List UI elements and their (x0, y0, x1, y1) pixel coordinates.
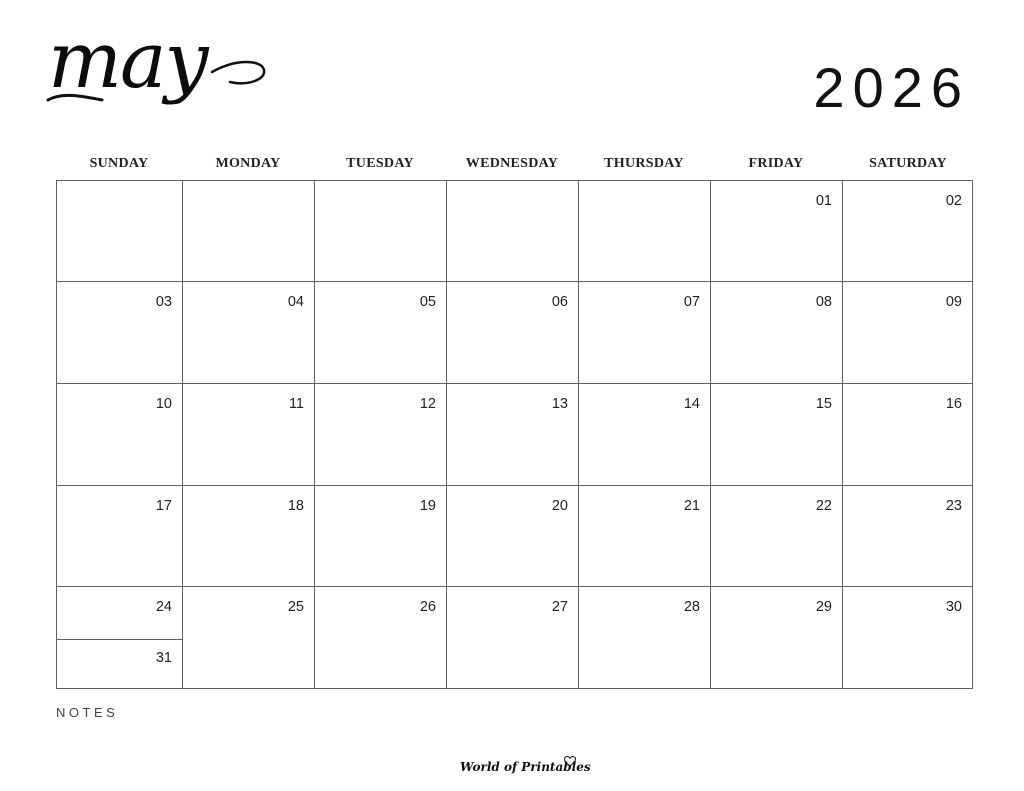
day-cell (447, 384, 579, 486)
day-cell (315, 384, 447, 486)
day-number: 04 (287, 294, 304, 310)
day-cell (447, 181, 579, 282)
day-number: 24 (155, 599, 172, 615)
day-number: 10 (155, 396, 172, 412)
day-cell (711, 181, 843, 282)
brand-logo: World of Printables (460, 760, 591, 774)
day-cell (315, 486, 447, 587)
day-number: 17 (155, 498, 172, 514)
day-number: 06 (551, 294, 568, 310)
day-number: 03 (155, 294, 172, 310)
day-cell (315, 282, 447, 384)
split-divider (57, 639, 182, 640)
day-number: 29 (815, 599, 832, 615)
day-cell (711, 486, 843, 587)
day-cell (57, 486, 183, 587)
day-cell (843, 587, 972, 688)
weekday-thursday: THURSDAY (604, 156, 684, 171)
notes-label: NOTES (56, 705, 119, 720)
day-number: 14 (683, 396, 700, 412)
weekday-monday: MONDAY (215, 156, 281, 171)
day-number: 12 (419, 396, 436, 412)
day-number: 18 (287, 498, 304, 514)
day-number: 01 (815, 193, 832, 209)
heart-icon (564, 756, 576, 767)
day-cell (843, 384, 972, 486)
day-number: 08 (815, 294, 832, 310)
day-number: 19 (419, 498, 436, 514)
day-cell (57, 181, 183, 282)
day-number: 31 (155, 650, 172, 666)
day-number: 09 (945, 294, 962, 310)
day-cell (183, 282, 315, 384)
month-flourish-icon (42, 52, 272, 142)
day-cell (843, 181, 972, 282)
day-cell (57, 282, 183, 384)
day-cell (711, 282, 843, 384)
day-cell (57, 384, 183, 486)
day-cell (711, 587, 843, 688)
day-cell (447, 486, 579, 587)
day-number: 05 (419, 294, 436, 310)
weekday-friday: FRIDAY (748, 156, 804, 171)
weekday-sunday: SUNDAY (89, 156, 149, 171)
day-number: 26 (419, 599, 436, 615)
day-cell (447, 587, 579, 688)
day-number: 20 (551, 498, 568, 514)
weekday-saturday: SATURDAY (869, 156, 947, 171)
day-cell (843, 486, 972, 587)
day-number: 02 (945, 193, 962, 209)
calendar-grid (56, 180, 973, 689)
day-cell (579, 384, 711, 486)
day-number: 23 (945, 498, 962, 514)
day-cell (579, 486, 711, 587)
weekday-header-row (56, 156, 974, 178)
day-cell (183, 181, 315, 282)
day-number: 27 (551, 599, 568, 615)
day-cell (315, 181, 447, 282)
day-cell (183, 384, 315, 486)
day-cell (579, 282, 711, 384)
day-number: 22 (815, 498, 832, 514)
day-number: 21 (683, 498, 700, 514)
weekday-wednesday: WEDNESDAY (465, 156, 559, 171)
day-cell (711, 384, 843, 486)
year-title: 2026 (813, 56, 970, 119)
day-cell (183, 587, 315, 688)
day-cell (447, 282, 579, 384)
weekday-tuesday: TUESDAY (346, 156, 414, 171)
month-title: may (48, 16, 207, 106)
day-number: 25 (287, 599, 304, 615)
day-number: 07 (683, 294, 700, 310)
day-number: 15 (815, 396, 832, 412)
day-number: 28 (683, 599, 700, 615)
day-number: 11 (288, 396, 304, 412)
day-cell (843, 282, 972, 384)
day-cell (579, 181, 711, 282)
day-number: 13 (551, 396, 568, 412)
day-cell (579, 587, 711, 688)
day-cell (57, 587, 183, 688)
day-number: 30 (945, 599, 962, 615)
day-cell (183, 486, 315, 587)
day-cell (315, 587, 447, 688)
day-number: 16 (945, 396, 962, 412)
